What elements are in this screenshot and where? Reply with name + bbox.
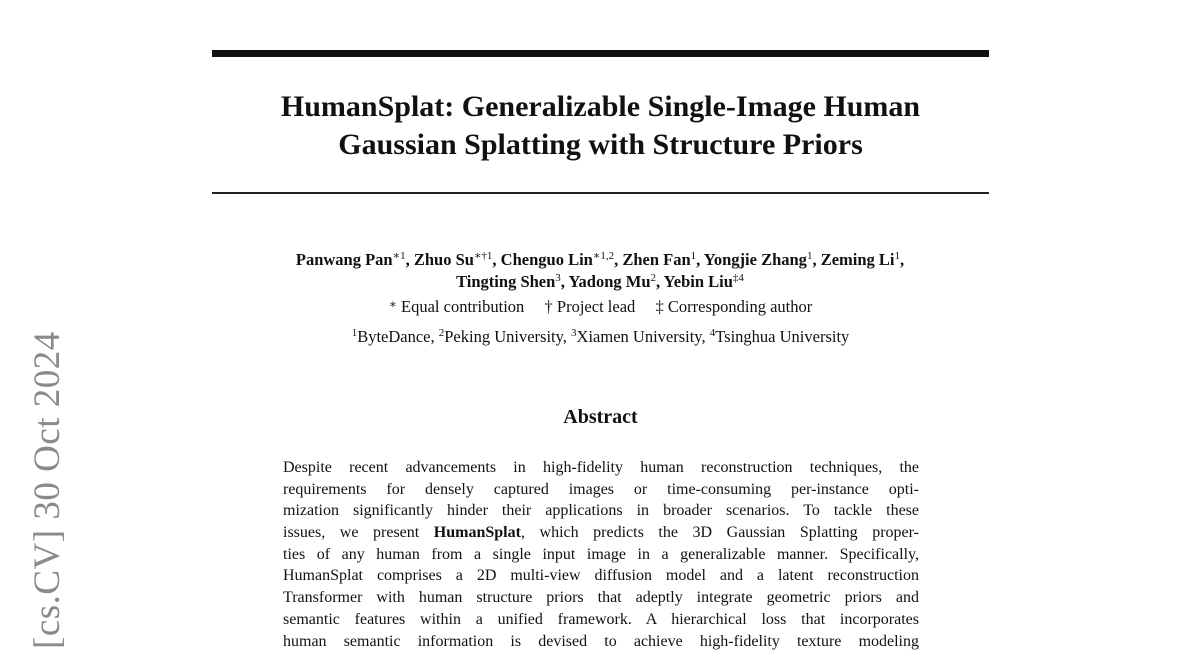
author: Zhen Fan$^1$, [622, 250, 703, 269]
abstract-line: semantic features within a unified framework. A hierarchical loss that incorporates [283, 609, 919, 631]
author: Zeming Li$^1$, [821, 250, 904, 269]
project-lead-note: Project lead [557, 297, 635, 316]
abstract-line: HumanSplat comprises a 2D multi-view diffusion model and a latent reconstruction [283, 565, 919, 587]
paper-title [212, 88, 989, 164]
author: Zhuo $Su^{∗\dagger 1}$, [414, 250, 501, 269]
abstract-line: human semantic information is devised to achieve high-fidelity texture modeling [283, 631, 919, 652]
corresponding-author-symbol: ‡ [656, 297, 664, 316]
method-name: HumanSplat [434, 524, 521, 541]
abstract-line: requirements for densely captured images or time-consuming per-instance opti- [283, 479, 919, 501]
affiliation: $^1$ByteDance, [352, 327, 439, 346]
author: Yebin Liu$^{\ddagger 4}$ [664, 272, 744, 291]
title-rule [212, 192, 989, 194]
title-line-2: Gaussian Splatting with Structure Priors [212, 126, 989, 164]
author: Chenguo Lin$^{∗1,2}$, [501, 250, 623, 269]
author-line-2 [150, 271, 1050, 293]
abstract-line: Despite recent advancements in high-fidelity human reconstruction techniques, the [283, 457, 919, 479]
author: Yadong Mu$^2$, [568, 272, 663, 291]
abstract-line: ties of any human from a single input image in a generalizable manner. Specifically, [283, 544, 919, 566]
abstract-line: Transformer with human structure priors that adeptly integrate geometric priors and [283, 587, 919, 609]
author-list [150, 249, 1050, 293]
affiliation: $^3$Xiamen University, [571, 327, 710, 346]
author-line-1 [150, 249, 1050, 271]
abstract-body [283, 457, 919, 652]
project-lead-symbol: † [545, 297, 553, 316]
author-notes [212, 293, 989, 318]
affiliation: $^4$Tsinghua University [710, 327, 850, 346]
abstract-heading: Abstract [212, 404, 989, 430]
top-rule [212, 50, 989, 57]
arxiv-stamp: [cs.CV] 30 Oct 2024 [26, 331, 70, 649]
equal-contribution-symbol: ∗ [389, 297, 397, 311]
author: Panwang Pan$^{∗1}$, [296, 250, 414, 269]
affiliation: $^2$Peking University, [439, 327, 571, 346]
abstract-line: issues, we present HumanSplat, which predicts the 3D Gaussian Splatting proper- [283, 522, 919, 544]
affiliations [212, 326, 989, 348]
abstract-line: mization significantly hinder their applications in broader scenarios. To tackle these [283, 500, 919, 522]
title-line-1: HumanSplat: Generalizable Single-Image Human [212, 88, 989, 126]
equal-contribution-note: Equal contribution [401, 297, 524, 316]
author: Yongjie Zhang$^1$, [704, 250, 821, 269]
author: Tingting Shen$^3$, [456, 272, 568, 291]
corresponding-author-note: Corresponding author [668, 297, 812, 316]
